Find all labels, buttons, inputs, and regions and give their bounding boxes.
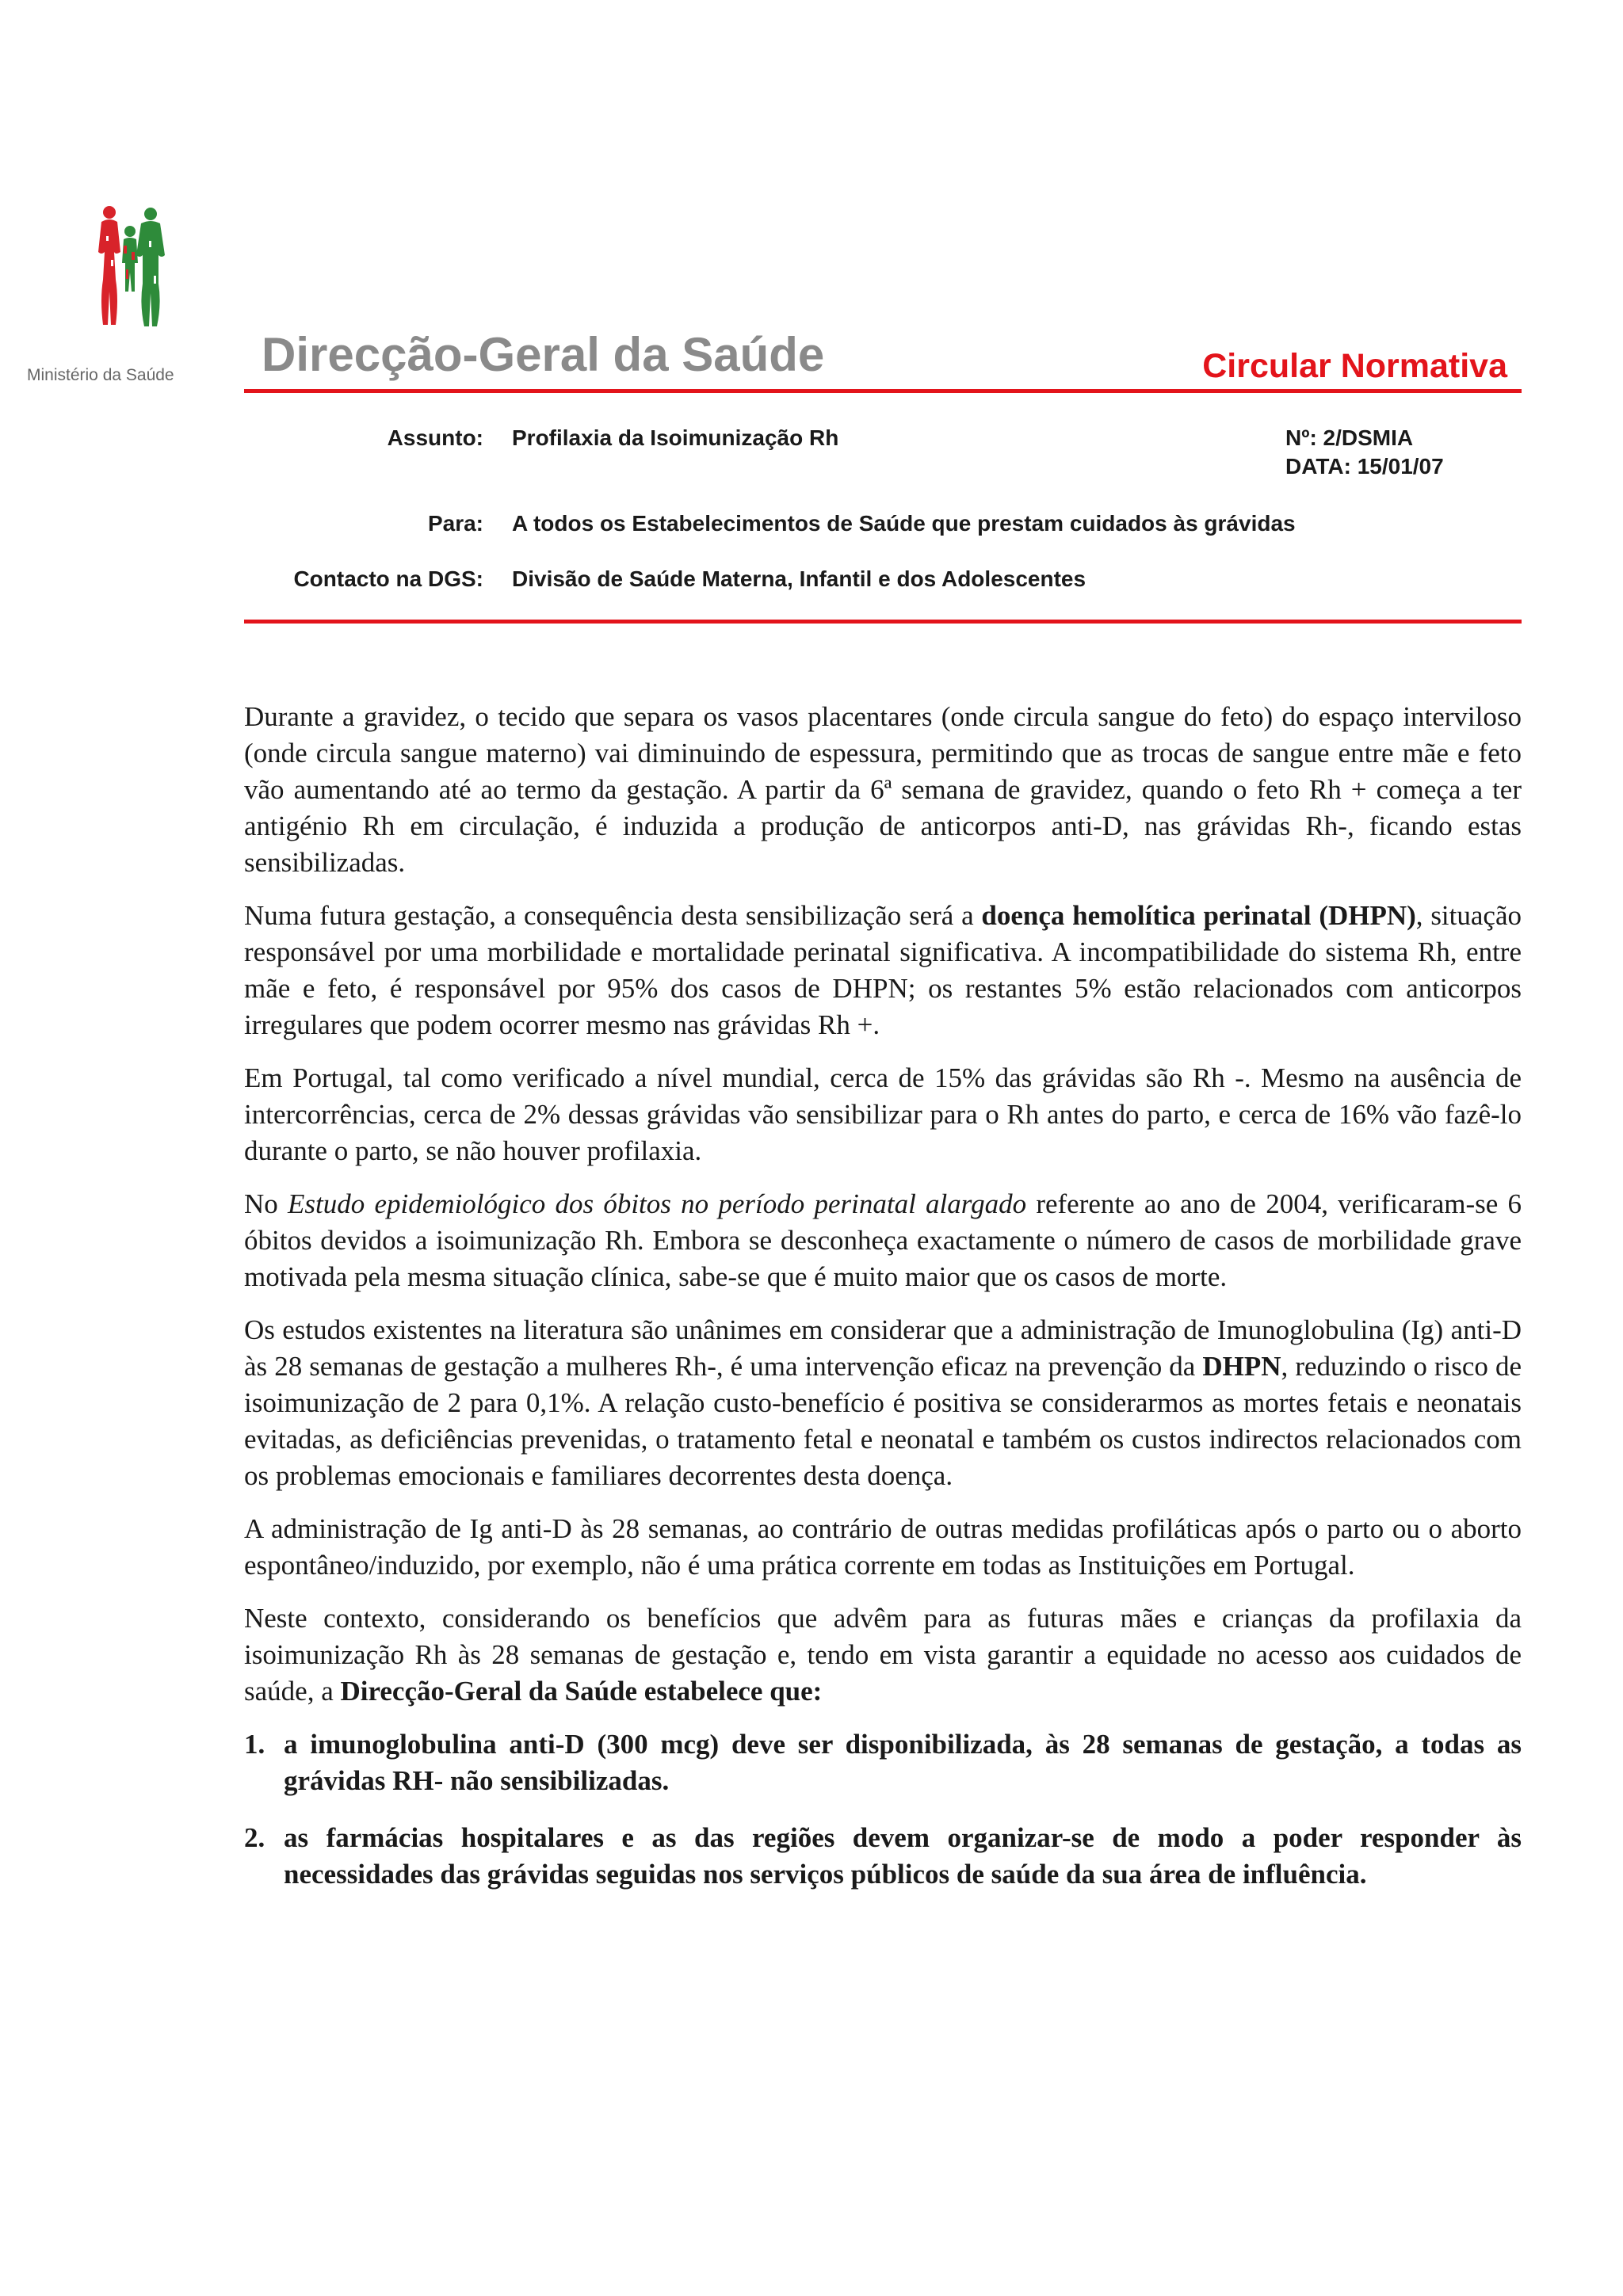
paragraph-6: A administração de Ig anti-D às 28 semanas, ao contrário de outras medidas profiláticas após o parto ou o aborto espontâneo/induzido, por exemplo, não é uma prática corrente em todas as Instituições em Portugal. [244,1513,1522,1581]
subject-value: Profilaxia da Isoimunização Rh [512,425,839,450]
recipients-value: A todos os Estabelecimentos de Saúde que prestam cuidados às grávidas [512,511,1296,536]
list-item: 1. a imunoglobulina anti-D (300 mcg) deve ser disponibilizada, às 28 semanas de gestação, a todas as grávidas RH- não sensibilizadas. [244,1729,1522,1796]
document-number: Nº: 2/DSMIA [1285,425,1414,450]
paragraph-2: Numa futura gestação, a consequência desta sensibilização será a doença hemolítica perinatal (DHPN), situação responsável por uma morbilidade e mortalidade perinatal significativa. A incompatibilidade do sistema Rh, entre mãe e feto, é responsável por 95% dos casos de DHPN; os restantes 5% estão relacionados com anticorpos irregulares que podem ocorrer mesmo nas grávidas Rh +. [244,900,1522,1040]
paragraph-4: No Estudo epidemiológico dos óbitos no período perinatal alargado referente ao ano de 2004, verificaram-se 6 óbitos devidos a isoimunização Rh. Embora se desconheça exactamente o número de casos de morbilidade grave motivada pela mesma situação clínica, sabe-se que é muito maior que os casos de morte. [244,1188,1522,1292]
recipients-label: Para: [427,511,483,536]
list-item: 2. as farmácias hospitalares e as das regiões devem organizar-se de modo a poder responder às necessidades das grávidas seguidas nos serviços públicos de saúde da sua área de influência. [244,1822,1522,1890]
paragraph-7: Neste contexto, considerando os benefícios que advêm para as futuras mães e crianças da profilaxia da isoimunização Rh às 28 semanas de gestação e, tendo em vista garantir a equidade no acesso aos cuidados de saúde, a Direcção-Geral da Saúde estabelece que: [244,1603,1522,1707]
meta-rule [244,620,1522,624]
header-rule [244,389,1522,393]
determinations-list [244,1726,1522,1893]
paragraph-5: Os estudos existentes na literatura são unânimes em considerar que a administração de Imunoglobulina (Ig) anti-D às 28 semanas de gestação a mulheres Rh-, é uma intervenção eficaz na prevenção da DHPN, reduzindo o risco de isoimunização de 2 para 0,1%. A relação custo-benefício é positiva se considerarmos as mortes fetais e neonatais evitadas, as deficiências prevenidas, o tratamento fetal e neonatal e também os custos indirectos relacionados com os problemas emocionais e familiares decorrentes desta doença. [244,1314,1522,1491]
paragraph-3: Em Portugal, tal como verificado a nível mundial, cerca de 15% das grávidas são Rh -. Mesmo na ausência de intercorrências, cerca de 2% dessas grávidas vão sensibilizar para o Rh antes do parto, e cerca de 16% vão fazê-lo durante o parto, se não houver profilaxia. [244,1062,1522,1166]
contact-label: Contacto na DGS: [293,566,483,591]
document-body [244,699,1522,1913]
document-date: DATA: 15/01/07 [1285,454,1444,479]
ministry-label: Ministério da Saúde [27,366,174,384]
ministry-logo [87,204,174,330]
document-type: Circular Normativa [1202,347,1507,385]
paragraph-1: Durante a gravidez, o tecido que separa os vasos placentares (onde circula sangue do feto) do espaço interviloso (onde circula sangue materno) vai diminuindo de espessura, permitindo que as trocas de sangue entre mãe e feto vão aumentando até ao termo da gestação. A partir da 6ª semana de gravidez, quando o feto Rh + começa a ter antigénio Rh em circulação, é induzida a produção de anticorpos anti-D, nas grávidas Rh-, ficando estas sensibilizadas. [244,701,1522,878]
subject-label: Assunto: [387,425,483,450]
dgs-title: Direcção-Geral da Saúde [262,328,825,381]
contact-value: Divisão de Saúde Materna, Infantil e dos Adolescentes [512,566,1086,591]
